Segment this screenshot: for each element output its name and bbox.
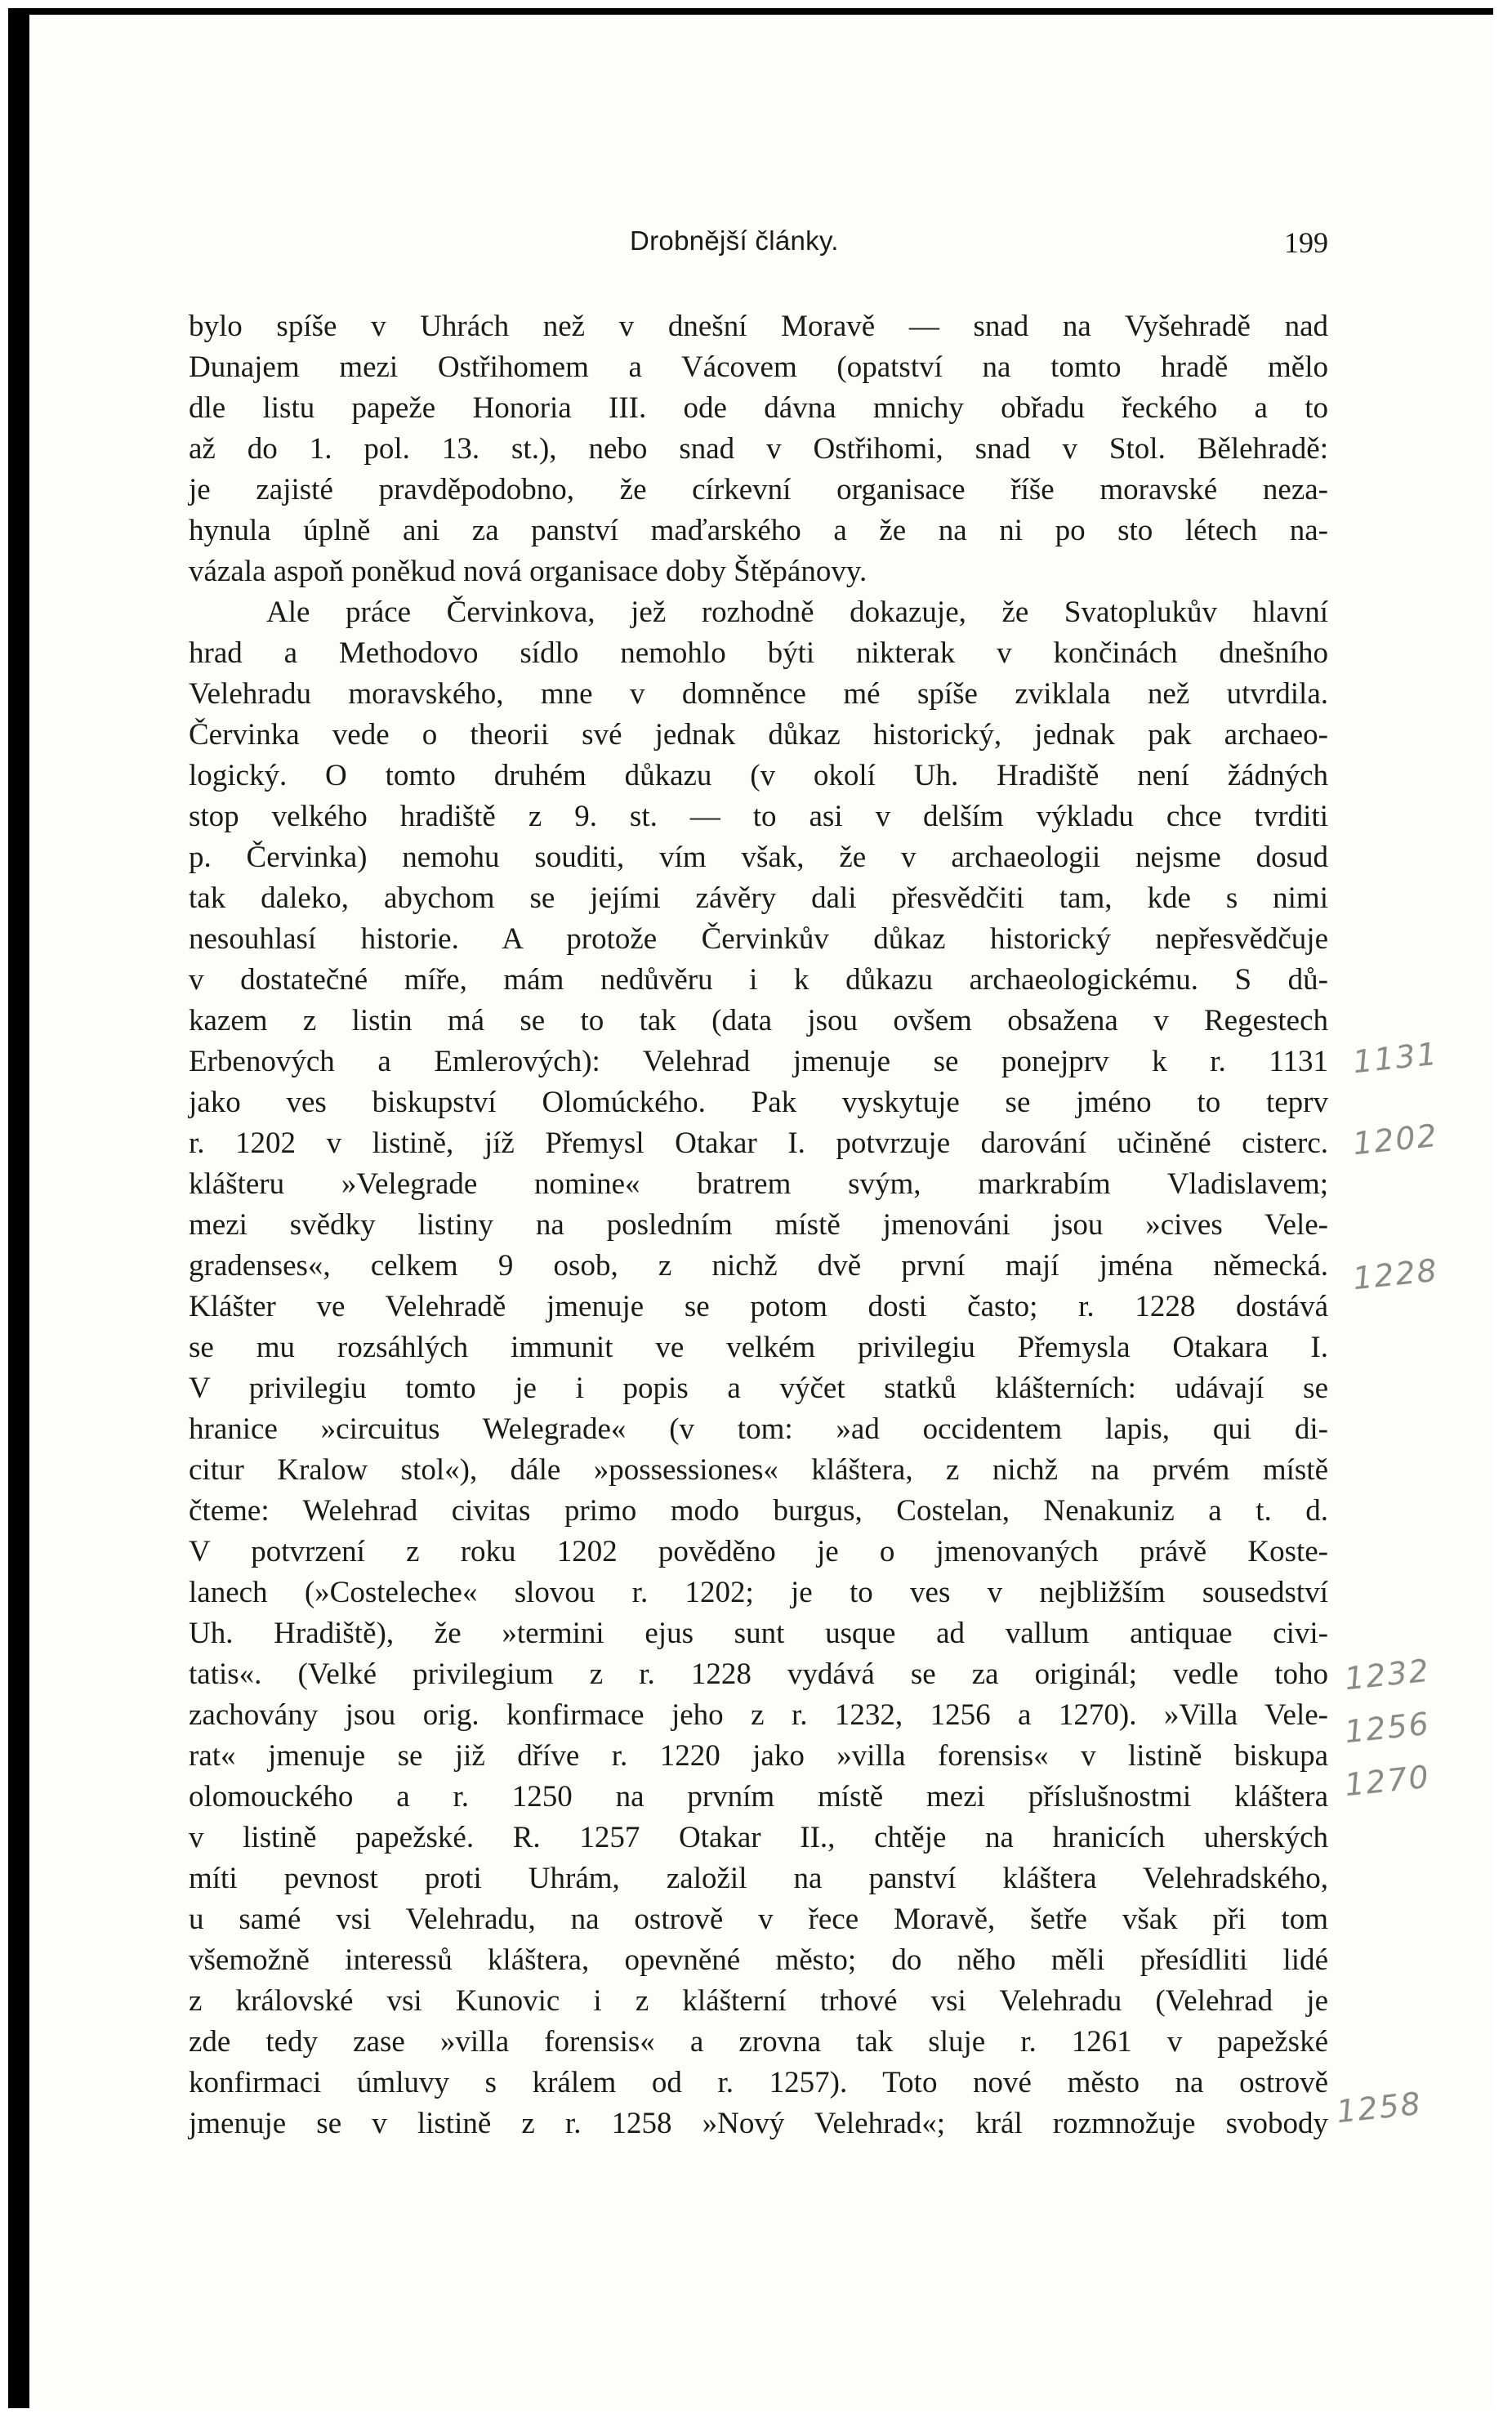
body-text-line: dle listu papeže Honoria III. ode dávna mnichy obřadu řeckého a to	[189, 391, 1328, 425]
body-text-line: čteme: Welehrad civitas primo modo burgus, Costelan, Nenakuniz a t. d.	[189, 1494, 1328, 1528]
body-text-line: bylo spíše v Uhrách než v dnešní Moravě — snad na Vyšehradě nad	[189, 310, 1328, 343]
body-text-line: kazem z listin má se to tak (data jsou ovšem obsažena v Regestech	[189, 1004, 1328, 1037]
body-text-line: klášteru »Velegrade nomine« bratrem svým, markrabím Vladislavem;	[189, 1167, 1328, 1201]
body-text-line: zachovány jsou orig. konfirmace jeho z r. 1232, 1256 a 1270). »Villa Vele-	[189, 1698, 1328, 1732]
body-text-line: se mu rozsáhlých immunit ve velkém privilegiu Přemysla Otakara I.	[189, 1331, 1328, 1364]
body-text-line: u samé vsi Velehradu, na ostrově v řece Moravě, šetře však při tom	[189, 1903, 1328, 1936]
body-text-line: Dunajem mezi Ostřihomem a Vácovem (opatství na tomto hradě mělo	[189, 350, 1328, 384]
margin-note-handwritten: 1228	[1350, 1251, 1440, 1297]
body-text-line: hynula úplně ani za panství maďarského a že na ni po sto létech na-	[189, 514, 1328, 547]
body-text-line: je zajisté pravděpodobno, že církevní organisace říše moravské neza-	[189, 473, 1328, 506]
running-head: Drobnější články.	[630, 225, 839, 256]
body-text-line: mezi svědky listiny na posledním místě jmenováni jsou »cives Vele-	[189, 1208, 1328, 1242]
body-text-line: zde tedy zase »villa forensis« a zrovna tak sluje r. 1261 v papežské	[189, 2025, 1328, 2059]
body-text-line: r. 1202 v listině, jíž Přemysl Otakar I. potvrzuje darování učiněné cisterc.	[189, 1126, 1328, 1160]
body-text-line: rat« jmenuje se již dříve r. 1220 jako »villa forensis« v listině biskupa	[189, 1739, 1328, 1773]
body-text-line: hranice »circuitus Welegrade« (v tom: »ad occidentem lapis, qui di-	[189, 1412, 1328, 1446]
margin-note-handwritten: 1202	[1350, 1117, 1440, 1162]
page-number: 199	[1284, 226, 1328, 259]
body-text-line: všemožně interessů kláštera, opevněné město; do něho měli přesídliti lidé	[189, 1943, 1328, 1977]
body-text-line: Červinka vede o theorii své jednak důkaz historický, jednak pak archaeo-	[189, 718, 1328, 752]
body-text-line: až do 1. pol. 13. st.), nebo snad v Ostřihomi, snad v Stol. Bělehradě:	[189, 432, 1328, 466]
body-text-line: Ale práce Červinkova, jež rozhodně dokazuje, že Svatoplukův hlavní	[266, 596, 1328, 629]
body-text-line: tak daleko, abychom se jejími závěry dali přesvědčiti tam, kde s nimi	[189, 881, 1328, 915]
body-text-line: tatis«. (Velké privilegium z r. 1228 vydává se za originál; vedle toho	[189, 1657, 1328, 1691]
body-text-line: gradenses«, celkem 9 osob, z nichž dvě první mají jména německá.	[189, 1249, 1328, 1283]
body-text-line: p. Červinka) nemohu souditi, vím však, že v archaeologii nejsme dosud	[189, 841, 1328, 874]
body-text-line: jako ves biskupství Olomúckého. Pak vyskytuje se jméno to teprv	[189, 1086, 1328, 1119]
margin-note-handwritten: 1258	[1334, 2085, 1424, 2130]
body-text-line: konfirmaci úmluvy s králem od r. 1257). Toto nové město na ostrově	[189, 2066, 1328, 2099]
margin-note-handwritten: 1256	[1342, 1705, 1432, 1751]
body-text-line: nesouhlasí historie. A protože Červinkův důkaz historický nepřesvědčuje	[189, 922, 1328, 956]
body-text-line: Uh. Hradiště), že »termini ejus sunt usque ad vallum antiquae civi-	[189, 1617, 1328, 1650]
body-text-line: olomouckého a r. 1250 na prvním místě mezi příslušnostmi kláštera	[189, 1780, 1328, 1814]
book-page	[29, 15, 1493, 2408]
body-text-line: míti pevnost proti Uhrám, založil na panství kláštera Velehradského,	[189, 1862, 1328, 1895]
body-text-line: Klášter ve Velehradě jmenuje se potom dosti často; r. 1228 dostává	[189, 1290, 1328, 1323]
body-text-line: lanech (»Costeleche« slovou r. 1202; je to ves v nejbližším sousedství	[189, 1576, 1328, 1609]
body-text-line: V potvrzení z roku 1202 pověděno je o jmenovaných právě Koste-	[189, 1535, 1328, 1568]
body-text-line: jmenuje se v listině z r. 1258 »Nový Velehrad«; král rozmnožuje svobody	[189, 2107, 1328, 2140]
body-text-line: hrad a Methodovo sídlo nemohlo býti nikterak v končinách dnešního	[189, 636, 1328, 670]
body-text-line: Erbenových a Emlerových): Velehrad jmenuje se ponejprv k r. 1131	[189, 1045, 1328, 1078]
body-text-line: z královské vsi Kunovic i z klášterní trhové vsi Velehradu (Velehrad je	[189, 1984, 1328, 2018]
body-text-line: stop velkého hradiště z 9. st. — to asi v delším výkladu chce tvrditi	[189, 800, 1328, 833]
margin-note-handwritten: 1232	[1342, 1652, 1432, 1698]
body-text-line: v dostatečné míře, mám nedůvěru i k důkazu archaeologickému. S dů-	[189, 963, 1328, 997]
body-text-line: V privilegiu tomto je i popis a výčet statků klášterních: udávají se	[189, 1372, 1328, 1405]
body-text-line: vázala aspoň poněkud nová organisace doby Štěpánovy.	[189, 555, 868, 588]
body-text-line: logický. O tomto druhém důkazu (v okolí Uh. Hradiště není žádných	[189, 759, 1328, 792]
body-text-line: v listině papežské. R. 1257 Otakar II., chtěje na hranicích uherských	[189, 1821, 1328, 1854]
body-text-line: citur Kralow stol«), dále »possessiones« kláštera, z nichž na prvém místě	[189, 1453, 1328, 1487]
margin-note-handwritten: 1131	[1350, 1035, 1440, 1081]
margin-note-handwritten: 1270	[1342, 1758, 1432, 1804]
body-text-line: Velehradu moravského, mne v domněnce mé spíše zviklala než utvrdila.	[189, 677, 1328, 711]
